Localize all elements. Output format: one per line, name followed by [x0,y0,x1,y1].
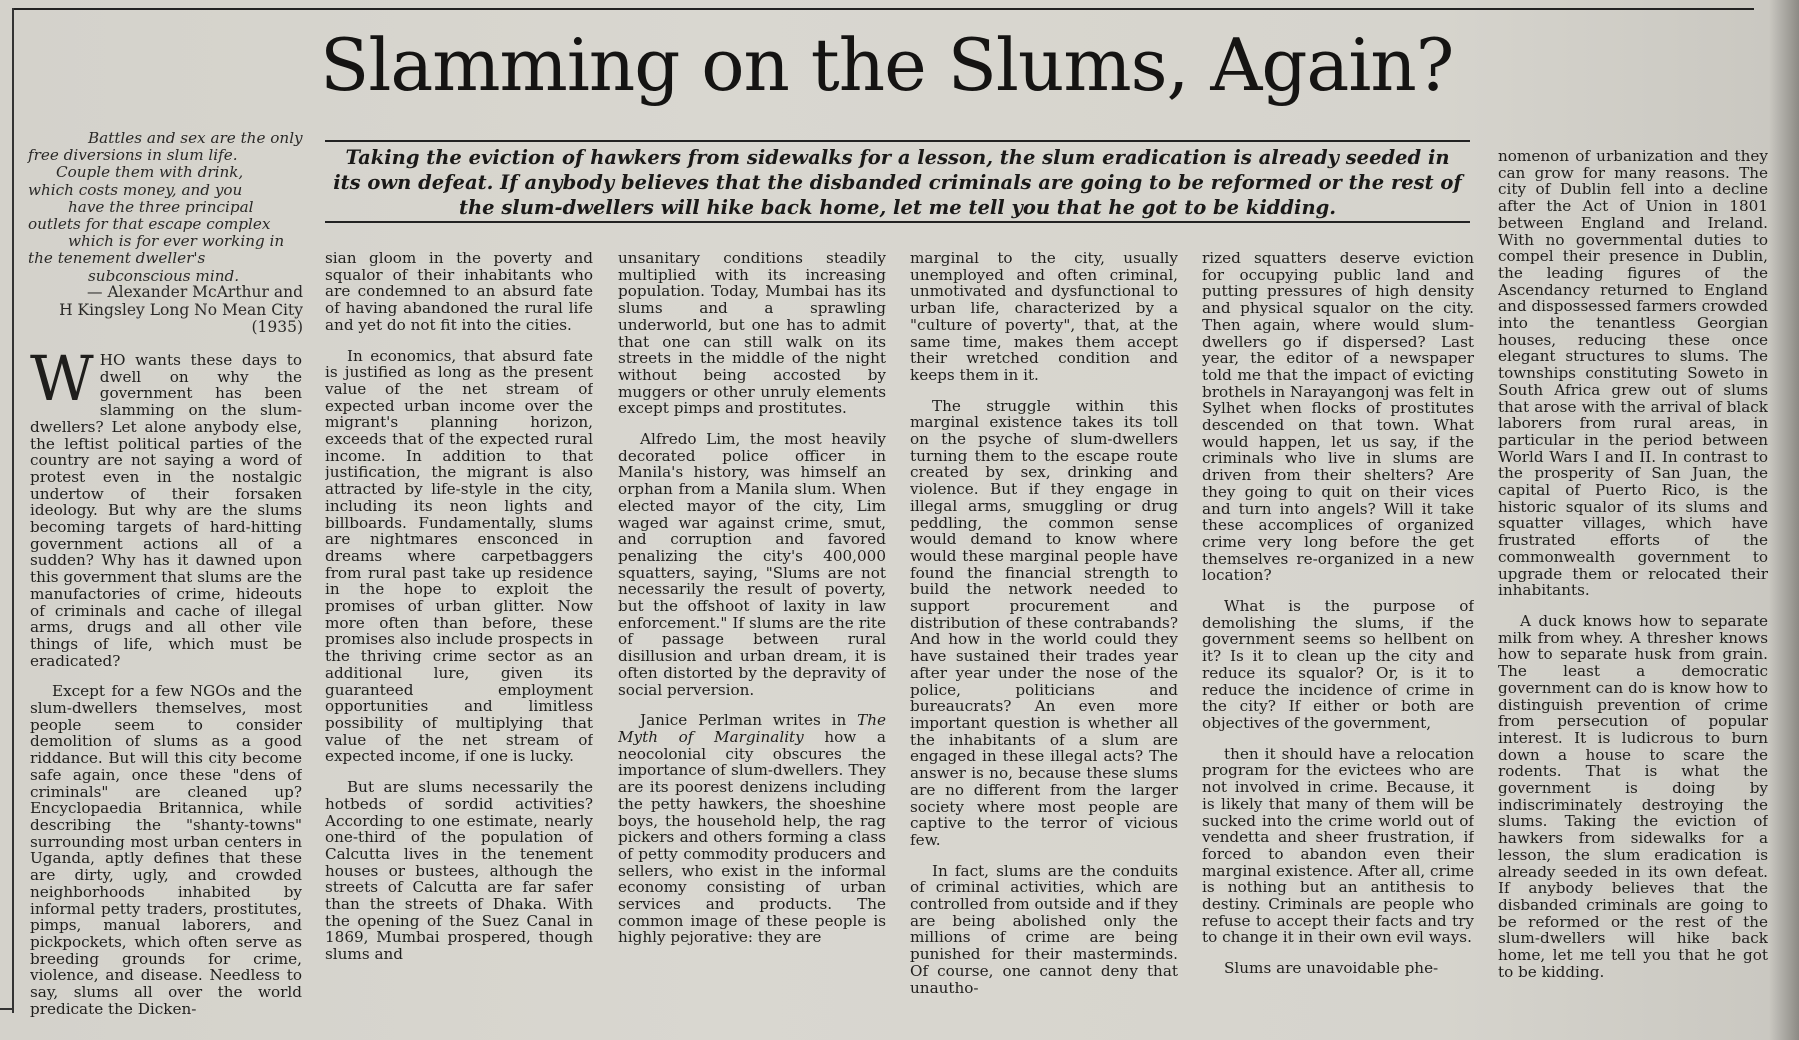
epigraph-line: which costs money, and you [28,180,243,199]
attribution-line: (1935) [251,318,303,336]
book-title: The Myth of Marginality [618,711,886,746]
epigraph-line: Battles and sex are the only [88,129,303,147]
headline: Slamming on the Slums, Again? [320,23,1454,107]
paragraph-text: HO wants these days to dwell on why the government has been slamming on the slum-dwellers? Let alone anybody else, the leftist political parties of the country are not saying a word of protest even in the nostalgic undertow of their forsaken ideology. But why are the slums becoming targets of hard-hitting government actions all of a sudden? Why has it dawned upon this government that slums are the manufactories of crime, hideouts of criminals and cache of illegal arms, drugs and all other vile things of life, which must be eradicated? [30,352,302,670]
article-column-5 [1202,250,1474,1017]
epigraph-line: the tenement dweller's [28,249,206,268]
top-rule [14,8,1754,10]
standfirst-bottom-rule [325,221,1470,223]
paragraph: unsanitary conditions steadily multiplied with its increasing population. Today, Mumbai has its slums and a sprawling underworld, but one has to admit that one can still walk on its streets in the middle of the night without being accosted by muggers or other unruly elements except pimps and prostitutes. [618,250,886,418]
bottom-rule-mark [0,1008,14,1010]
epigraph-line: outlets for that escape complex [28,215,271,234]
paragraph: Except for a few NGOs and the slum-dwellers themselves, most people seem to consider demolition of slums as a good riddance. But will this city become safe again, once these "dens of criminals" are cleaned up? Encyclopaedia Britannica, while describing the "shanty-towns" surrounding most urban centers in Uganda, aptly defines that these are dirty, ugly, and crowded neighborhoods inhabited by informal petty traders, prostitutes, pimps, manual laborers, and pickpockets, which often serve as breeding grounds for crime, violence, and disease. Needless to say, slums all over the world predicate the Dicken- [30,682,302,1017]
article-column-4 [910,250,1178,1017]
paragraph: A duck knows how to separate milk from whey. A thresher knows how to separate husk from grain. The least a democratic government can do is know how to distinguish prevention of crime from persecution of popular interest. It is ludicrous to burn down a house to scare the rodents. That is what the government is doing by indiscriminately destroying the slums. Taking the eviction of hawkers from sidewalks for a lesson, the slum eradication is already seeded in its own defeat. If anybody believes that the disbanded criminals are going to be reformed or the rest of the slum-dwellers will hike back home, let me tell you that he got to be kidding. [1498,611,1768,981]
paragraph: rized squatters deserve eviction for occupying public land and putting pressures of high density and physical squalor on the city. Then again, where would slum-dwellers go if dispersed? Last year, the editor of a newspaper told me that the impact of evicting brothels in Narayangonj was felt in Sylhet when flocks of prostitutes descended on that town. What would happen, let us say, if the criminals who live in slums are driven from their shelters? Are they going to quit on their vices and turn into angels? Will it take these accomplices of organized crime very long before the get themselves re-organized in a new location? [1202,250,1474,585]
paragraph: sian gloom in the poverty and squalor of their inhabitants who are condemned to an absurd fate of having abandoned the rural life and yet do not fit into the cities. [325,250,593,334]
paragraph-text: how a neocolonial city obscures the importance of slum-dwellers. They are its poorest denizens including the petty hawkers, the shoeshine boys, the household help, the rag pickers and others forming a class of petty commodity producers and sellers, who exist in the informal economy consisting of urban services and products. The common image of these people is highly pejorative: they are [618,727,886,947]
paragraph: Slums are unavoidable phe- [1224,959,1439,978]
paragraph: In economics, that absurd fate is justified as long as the present value of the net stream of expected urban income over the migrant's planning horizon, exceeds that of the expected rural income. In addition to that justification, the migrant is also attracted by life-style in the city, including its neon lights and billboards. Fundamentally, slums are nightmares ensconced in dreams where carpetbaggers from rural past take up residence in the hope to exploit the promises of urban glitter. Now more often than before, these promises also include prospects in the thriving crime sector as an additional lure, given its guaranteed employment opportunities and limitless possibility of multiplying that value of the net stream of expected income, if one is lucky. [325,346,593,766]
paragraph: marginal to the city, usually unemployed and often criminal, unmotivated and dysfunctional to urban life, characterized by a "culture of poverty", that, at the same time, makes them accept their wretched condition and keeps them in it. [910,250,1178,384]
standfirst: Taking the eviction of hawkers from sidewalks for a lesson, the slum eradication is already seeded in its own defeat. If anybody believes that the disbanded criminals are going to be reformed or the rest of the slum-dwellers will hike back home, let me tell you that he got to be kidding. [333,146,1462,219]
epigraph-line: free diversions in slum life. [28,146,238,165]
left-rule [12,8,14,1013]
drop-cap: W [30,352,94,415]
epigraph-line: which is for ever working in [68,232,285,251]
epigraph [28,130,303,285]
standfirst-top-rule [325,140,1470,142]
page-fold-shadow [1769,0,1799,1040]
epigraph-line: have the three principal [68,197,254,216]
epigraph-line: Couple them with drink, [56,163,244,182]
attribution-line: — Alexander McArthur and [87,283,303,301]
paragraph [618,712,886,946]
epigraph-line: subconscious mind. [88,266,240,285]
paragraph: In fact, slums are the conduits of criminal activities, which are controlled from outside and if they are being abolished only the millions of crime are being punished for their masterminds. Of course, one cannot deny that unautho- [910,861,1178,997]
paragraph: The struggle within this marginal existence takes its toll on the psyche of slum-dwellers turning them to the escape route created by sex, drinking and violence. But if they engage in illegal arms, smuggling or drug peddling, the common sense would demand to know where would these marginal people have found the financial strength to build the network needed to support procurement and distribution of these contrabands? And how in the world could they have sustained their trades year after year under the nose of the police, politicians and bureaucrats? An even more important question is whether all the inhabitants of a slum are engaged in these illegal acts? The answer is no, because these slums are no different from the larger society where most people are captive to the terror of vicious few. [910,396,1178,849]
paragraph: nomenon of urbanization and they can grow for many reasons. The city of Dublin fell into a decline after the Act of Union in 1801 between England and Ireland. With no governmental duties to compel their presence in Dublin, the leading figures of the Ascendancy returned to England and dispossessed farmers crowded into the tenantless Georgian houses, reducing these once elegant structures to slums. The townships constituting Soweto in South Africa grew out of slums that arose with the arrival of black laborers from rural areas, in particular in the period between World Wars I and II. In contrast to the prosperity of San Juan, the capital of Puerto Rico, is the historic squalor of its slums and squatter villages, which have frustrated efforts of the commonwealth government to upgrade them or relocated their inhabitants. [1498,148,1768,600]
paragraph: Alfredo Lim, the most heavily decorated police officer in Manila's history, was himself an orphan from a Manila slum. When elected mayor of the city, Lim waged war against crime, smut, and corruption and favored penalizing the city's 400,000 squatters, saying, "Slums are not necessarily the result of poverty, but the offshoot of laxity in law enforcement." If slums are the rite of passage between rural disillusion and urban dream, it is often distorted by the depravity of social perversion. [618,430,886,699]
article-column-3 [618,250,886,1017]
paragraph-text: Janice Perlman writes in [640,711,858,730]
paragraph: But are slums necessarily the hotbeds of sordid activities? According to one estimate, nearly one-third of the population of Calcutta lives in the tenement houses or bustees, although the streets of Calcutta are far safer than the streets of Dhaka. With the opening of the Suez Canal in 1869, Mumbai prospered, though slums and [325,778,593,964]
article-column-6 [1498,148,1768,1020]
paragraph [30,352,302,669]
epigraph-attribution [28,284,303,337]
paragraph: What is the purpose of demolishing the slums, if the government seems so hellbent on it? Is it to clean up the city and reduce its squalor? Or, is it to reduce the incidence of crime in the city? If either or both are objectives of the government, [1202,597,1474,732]
attribution-line: H Kingsley Long No Mean City [59,300,303,319]
paragraph: then it should have a relocation program for the evictees who are not involved in crime. Because, it is likely that many of them will be sucked into the crime world out of vendetta and sheer frustration, if forced to abandon even their marginal existence. After all, crime is nothing but an antithesis to destiny. Criminals are people who refuse to accept their facts and try to change it in their own evil ways. [1202,744,1474,947]
article-column-2 [325,250,593,1017]
article-column-1 [30,352,302,1017]
